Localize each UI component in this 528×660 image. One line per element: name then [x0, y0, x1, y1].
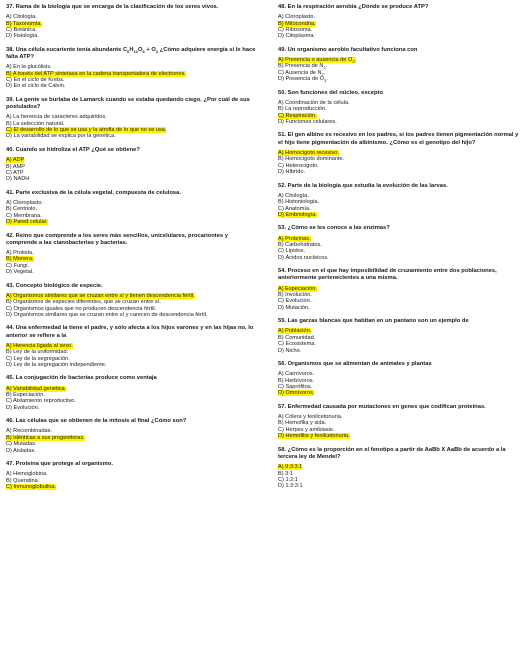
question-block: [278, 318, 522, 354]
answer-option: C) 1:2:1: [278, 476, 298, 483]
question-text: 52. Parte de la biología que estudia la evolución de las larvas.: [278, 182, 448, 189]
answer-option-highlighted: A) Presencia o ausencia de $O_2$.: [278, 57, 357, 65]
answer-option: B) La reproducción.: [278, 106, 327, 113]
left-column: [6, 4, 258, 491]
question-block: [6, 418, 258, 454]
answer-option: B) Ley de la uniformidad.: [6, 349, 69, 356]
answer-option-highlighted: A) Organismos similares que se cruzan entre sí y tienen descendencia fértil.: [6, 292, 195, 299]
question-block: [278, 268, 522, 311]
question-text: 45. La conjugación de bacterias produce como ventaja: [6, 375, 157, 382]
answer-option: A) Protista.: [6, 249, 34, 256]
answer-option: B) Involución.: [278, 291, 312, 298]
answer-option-highlighted: A) Variabilidad genética.: [6, 385, 67, 392]
answer-option-highlighted: D) Hemofilia y fenilcetonuria.: [278, 433, 350, 440]
answer-option: A) Carnívoros.: [278, 371, 315, 378]
answer-option: B) Queratina.: [6, 477, 40, 484]
answer-option: B) 3:1: [278, 470, 293, 477]
question-text: 48. En la respiración aerobia ¿Dónde se produce ATP?: [278, 4, 429, 10]
question-text: 37. Rama de la biología que se encarga de la clasificación de los seres vivos.: [6, 4, 219, 10]
answer-option-highlighted: A) Población.: [278, 328, 312, 335]
question-block: [278, 361, 522, 397]
answer-option: C) Herpes y amibiasis.: [278, 426, 335, 433]
answer-option: D) Ley de la segregación independiente.: [6, 362, 107, 369]
question-text: 43. Concepto biológico de especie.: [6, 282, 103, 289]
question-text: 54. Proceso en el que hay imposibilidad de cruzamiento entre dos poblaciones, anteriormente pertenecientes a una misma.: [278, 268, 497, 282]
answer-option: C) Ausencia de $N_2$.: [278, 69, 326, 77]
answer-option: C) En el ciclo de Krebs.: [6, 77, 65, 84]
answer-option: C) Heterocigoto.: [278, 162, 319, 169]
answer-option-highlighted: B) Mitocondria.: [278, 20, 316, 27]
answer-option: C) Saprófitos.: [278, 384, 313, 391]
answer-option: C) Fungi.: [6, 262, 30, 269]
answer-option: C) Ribosoma.: [278, 27, 313, 34]
answer-option-highlighted: A) Proteínas.: [278, 235, 311, 242]
answer-option-highlighted: B) Taxonomía.: [6, 20, 42, 27]
answer-option: C) Ley de la segregación.: [6, 355, 70, 362]
answer-option: B) AMP: [6, 163, 25, 170]
question-text: 51. El gen albino es recesivo en los padres, si los padres tienen pigmentación normal y el hijo tiene pigmentación de albinismo. ¿Cómo es el genotipo del hijo?: [278, 132, 519, 146]
answer-option: C) Aislamiento reproductivo.: [6, 398, 76, 405]
answer-option: D) Presencia de $O_3$.: [278, 76, 328, 84]
question-block: [278, 447, 522, 490]
answer-option: D) Mutación.: [278, 304, 310, 311]
question-block: [278, 90, 522, 126]
answer-option-highlighted: C) Inmunoglobulina.: [6, 484, 57, 491]
answer-option: D) 1:3:3:1: [278, 483, 303, 490]
answer-option: B) Histoniología.: [278, 199, 320, 206]
answer-option: A) Recombinadas.: [6, 428, 53, 435]
question-block: [6, 47, 258, 90]
question-text: 56. Organismos que se alimentan de animales y plantas: [278, 361, 432, 368]
answer-option: D) Fisiología.: [6, 33, 39, 40]
question-text: 38. Una célula eucariente tenía abundante $C_6H_{12}O_6 + O_2$ ¿Cómo adquiere energía si le hace falta ATP?: [6, 46, 256, 61]
answer-option: C) Lípidos.: [278, 248, 306, 255]
question-block: [278, 404, 522, 440]
answer-option-highlighted: A) ADP: [6, 157, 25, 164]
answer-option: A) Cloroplasto.: [6, 199, 43, 206]
question-block: [6, 147, 258, 183]
answer-option: C) Mutadas.: [6, 441, 37, 448]
answer-option: D) Citoplasma.: [278, 33, 315, 40]
answer-option-highlighted: A) 9:3:3:1: [278, 464, 303, 471]
question-text: 40. Cuando se hidroliza el ATP ¿Qué se obtiene?: [6, 146, 140, 153]
answer-option: D) Híbrido.: [278, 169, 306, 176]
answer-option: A) Hemoglobina.: [6, 471, 48, 478]
question-text: 55. Las garzas blancas que habitan en un pantano son un ejemplo de: [278, 318, 469, 325]
answer-option-highlighted: B) Idénticas a sus progenitoras.: [6, 434, 85, 441]
answer-option: A) Cloroplasto.: [278, 14, 315, 21]
answer-option-highlighted: D) Pared celular.: [6, 219, 48, 226]
answer-option: C) Organismos iguales que no producen descendencia fértil.: [6, 305, 157, 312]
question-block: [6, 233, 258, 276]
right-column: [278, 4, 522, 490]
answer-option-highlighted: A) Homocigoto recesivo.: [278, 149, 339, 156]
answer-option: B) Hemofilia y sida.: [278, 420, 327, 427]
answer-option: C) Evolución.: [278, 298, 312, 305]
answer-option: B) Especiación.: [6, 392, 45, 399]
answer-option-highlighted: C) El desarrollo de lo que se usa y la atrofia de lo que no se usa.: [6, 127, 167, 134]
answer-option: B) Homocigoto dominante.: [278, 156, 345, 163]
answer-option: D) Nicho.: [278, 347, 302, 354]
answer-option: B) Carbohidratos.: [278, 241, 322, 248]
question-block: [6, 461, 258, 490]
answer-option-highlighted: C) Respiración.: [278, 112, 317, 119]
answer-option: D) Vegetal.: [6, 269, 34, 276]
answer-option: C) Anatomía.: [278, 205, 311, 212]
question-block: [278, 132, 522, 175]
answer-option: A) La herencia de caracteres adquiridos.: [6, 114, 107, 121]
answer-option: D) Organismos similares que se cruzan entre sí y carecen de descendencia fértil.: [6, 312, 208, 318]
question-text: 53. ¿Cómo se les conoce a las enzimas?: [278, 225, 390, 232]
question-block: [6, 375, 258, 411]
answer-option: B) Centriolo.: [6, 206, 38, 213]
answer-option: D) Funciones celulares.: [278, 119, 337, 126]
question-block: [6, 4, 258, 40]
answer-option: B) Presencia de $N_2$.: [278, 63, 328, 71]
question-text: 44. Una enfermedad la tiene el padre, y sólo afecta a los hijos varones y en las hijas no, lo anterior se refiere a la: [6, 325, 254, 339]
answer-option: D) Aisladas.: [6, 447, 36, 454]
question-block: [278, 183, 522, 219]
answer-option: C) ATP: [6, 169, 24, 176]
question-text: 39. La gente se burlaba de Lamarck cuando se estaba quedando ciego. ¿Por cuál de sus postulados?: [6, 96, 250, 111]
answer-option: A) Cólera y fenilcetonuria.: [278, 414, 343, 421]
answer-option: B) Comunidad.: [278, 334, 316, 341]
question-block: [6, 97, 258, 140]
answer-option: A) Coordinación de la célula.: [278, 99, 350, 106]
question-block: [6, 283, 258, 319]
answer-option: D) La variabilidad se explica por la genética.: [6, 133, 116, 140]
answer-option-highlighted: B) Monera.: [6, 256, 34, 263]
answer-option: C) Membrana.: [6, 212, 42, 219]
question-block: [278, 225, 522, 261]
answer-option: B) Organismos de especies diferentes, que se cruzan entre sí.: [6, 299, 161, 306]
answer-option: B) Herbívoros.: [278, 377, 315, 384]
answer-option: A) Citología.: [6, 14, 37, 21]
answer-option-highlighted: D) Embriología.: [278, 211, 317, 218]
answer-option-highlighted: B) A través del ATP sintetasa en la cadena transportadora de electrones.: [6, 70, 186, 77]
question-text: 41. Parte exclusiva de la célula vegetal, compuesta de celulosa.: [6, 189, 181, 196]
question-text: 46. Las células que se obtienen de la mitosis al final ¿Cómo son?: [6, 418, 187, 425]
answer-option-highlighted: A) Herencia ligada al sexo.: [6, 342, 73, 349]
question-block: [278, 4, 522, 40]
answer-option: C) Ecosistema.: [278, 341, 316, 348]
answer-option: D) Ácidos nucleicos.: [278, 254, 329, 261]
answer-option: B) La selección natural.: [6, 120, 65, 127]
answer-option: A) Citología.: [278, 192, 309, 199]
question-text: 42. Reino que comprende a los seres más sencillos, unicelulares, procariontes y comprende a las cianobacterias y bacterias.: [6, 232, 228, 246]
answer-option-highlighted: A) Especiación.: [278, 285, 317, 292]
answer-option: D) Evolución.: [6, 404, 40, 411]
question-text: 58. ¿Cómo es la proporción en el fenotipo a partir de AaBb X AaBb de acuerdo a la tercera ley de Mendel?: [278, 446, 506, 460]
answer-option-highlighted: D) Omnívoros.: [278, 390, 315, 397]
question-block: [6, 190, 258, 226]
question-block: [6, 325, 258, 368]
question-block: [278, 47, 522, 83]
answer-option: D) En el ciclo de Calvin.: [6, 83, 66, 90]
question-text: 50. Son funciones del núcleo, excepto: [278, 89, 384, 96]
answer-option: C) Botánica.: [6, 27, 37, 34]
question-text: 47. Proteína que protege al organismo.: [6, 461, 113, 468]
answer-option: D) NADH: [6, 176, 30, 183]
answer-option: A) En la glucólisis.: [6, 64, 52, 71]
question-text: 57. Enfermedad causada por mutaciones en genes que codifican proteínas.: [278, 403, 486, 410]
question-text: 49. Un organismo aerobio facultativo funciona con: [278, 46, 418, 53]
